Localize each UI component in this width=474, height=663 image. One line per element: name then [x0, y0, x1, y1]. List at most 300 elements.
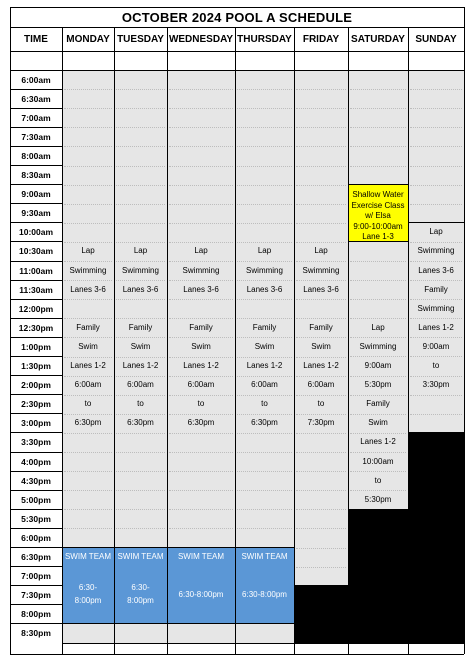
row-guide [116, 185, 165, 186]
sunday-lap-family-block [408, 223, 464, 433]
header-sunday: SUNDAY [415, 33, 457, 45]
row-guide [64, 146, 112, 147]
monday-after-block [62, 624, 114, 643]
row-guide [116, 242, 165, 243]
grid-line [464, 7, 465, 654]
row-guide [64, 185, 112, 186]
tuesday-after-block [114, 624, 167, 643]
grid-line [10, 203, 62, 204]
grid-line [62, 70, 114, 71]
block-text: 6:00am [127, 380, 154, 390]
monday-lap-family-block [62, 70, 114, 548]
block-text: 8:00pm [127, 595, 154, 605]
row-guide [64, 528, 112, 529]
row-guide [169, 357, 233, 358]
block-text: Swimming [246, 265, 283, 275]
row-guide [64, 204, 112, 205]
grid-line [10, 356, 62, 357]
grid-line [10, 337, 62, 338]
row-guide [350, 414, 406, 415]
friday-closed-block [294, 586, 348, 643]
block-text: Family [189, 322, 213, 332]
block-text: Swimming [302, 265, 340, 275]
header-tuesday: TUESDAY [117, 33, 164, 45]
grid-line [348, 643, 408, 644]
header-monday: MONDAY [66, 33, 110, 45]
block-text: Lanes 1-2 [70, 361, 106, 371]
row-guide [350, 166, 406, 167]
block-text: to [261, 399, 268, 409]
grid-line [10, 51, 464, 52]
grid-line [348, 70, 408, 71]
grid-line [167, 623, 235, 624]
grid-line [10, 299, 62, 300]
grid-line [167, 27, 168, 654]
block-text: Lanes 3-6 [246, 284, 283, 294]
block-text: 6:30-8:00pm [178, 590, 224, 600]
block-text: Lap [314, 246, 328, 256]
row-guide [410, 204, 462, 205]
row-guide [116, 433, 165, 434]
monday-swim-team-block [62, 548, 114, 624]
grid-line [348, 184, 408, 185]
grid-line [10, 146, 62, 147]
grid-line [10, 604, 62, 605]
header-wednesday: WEDNESDAY [168, 33, 234, 45]
row-guide [237, 166, 292, 167]
row-guide [350, 376, 406, 377]
row-guide [237, 108, 292, 109]
row-guide [116, 146, 165, 147]
block-text: Exercise Class [351, 200, 405, 210]
row-guide [116, 299, 165, 300]
row-guide [169, 490, 233, 491]
row-guide [169, 509, 233, 510]
row-guide [116, 127, 165, 128]
row-guide [169, 242, 233, 243]
row-guide [169, 223, 233, 224]
block-text: 10:00am [362, 456, 394, 466]
row-guide [116, 357, 165, 358]
block-text: to [374, 475, 382, 485]
grid-line [10, 623, 62, 624]
row-guide [169, 395, 233, 396]
time-slot-400pm: 4:00pm [21, 456, 51, 467]
block-text: Lanes 1-2 [246, 361, 283, 371]
row-guide [410, 337, 462, 338]
grid-line [10, 261, 62, 262]
row-guide [169, 337, 233, 338]
row-guide [64, 318, 112, 319]
row-guide [116, 509, 165, 510]
time-slot-430pm: 4:30pm [21, 475, 51, 486]
block-text: Swimming [417, 246, 455, 256]
row-guide [237, 414, 292, 415]
block-text: to [432, 361, 440, 371]
block-text: Swimming [122, 265, 159, 275]
block-text: Family [309, 322, 333, 332]
row-guide [350, 127, 406, 128]
block-text: Swimming [69, 265, 107, 275]
row-guide [296, 108, 346, 109]
row-guide [116, 452, 165, 453]
block-text: 6:00am [307, 380, 335, 390]
row-guide [64, 395, 112, 396]
block-text: Family [128, 322, 153, 332]
grid-line [10, 566, 62, 567]
block-text: Swim [368, 418, 388, 428]
row-guide [116, 318, 165, 319]
time-slot-730pm: 7:30pm [21, 590, 51, 601]
row-guide [64, 127, 112, 128]
row-guide [410, 185, 462, 186]
row-guide [296, 299, 346, 300]
row-guide [169, 185, 233, 186]
grid-line [114, 547, 167, 548]
grid-line [294, 70, 348, 71]
grid-line [10, 413, 62, 414]
row-guide [64, 433, 112, 434]
row-guide [296, 548, 346, 549]
row-guide [237, 89, 292, 90]
row-guide [350, 356, 406, 357]
grid-line [235, 547, 294, 548]
row-guide [64, 490, 112, 491]
row-guide [116, 204, 165, 205]
grid-line [10, 7, 11, 654]
grid-line [10, 318, 62, 319]
block-text: Swim [130, 341, 151, 351]
row-guide [350, 395, 406, 396]
row-guide [237, 223, 292, 224]
block-text: Lanes 1-2 [122, 361, 159, 371]
row-guide [410, 376, 462, 377]
saturday-exercise-class-block [348, 185, 408, 242]
time-slot-1100am: 11:00am [19, 265, 53, 276]
row-guide [116, 471, 165, 472]
time-slot-230pm: 2:30pm [21, 399, 51, 410]
grid-line [235, 27, 236, 654]
tuesday-swim-team-block [114, 548, 167, 624]
row-guide [116, 89, 165, 90]
row-guide [237, 185, 292, 186]
grid-line [10, 528, 62, 529]
grid-line [10, 241, 62, 242]
row-guide [410, 108, 462, 109]
time-slot-630pm: 6:30pm [21, 552, 51, 563]
row-guide [64, 261, 112, 262]
row-guide [350, 490, 406, 491]
row-guide [169, 127, 233, 128]
row-guide [296, 509, 346, 510]
time-slot-800am: 8:00am [21, 150, 51, 161]
tuesday-lap-family-block [114, 70, 167, 548]
block-text: Lap [371, 322, 385, 332]
block-text: Lap [194, 246, 208, 256]
row-guide [237, 528, 292, 529]
block-text: to [317, 399, 325, 409]
row-guide [116, 280, 165, 281]
block-text: Family [252, 322, 277, 332]
row-guide [296, 204, 346, 205]
row-guide [64, 280, 112, 281]
row-guide [169, 471, 233, 472]
block-text: Swimming [182, 265, 220, 275]
pool-schedule-table [10, 7, 464, 654]
block-text: Lanes 3-6 [418, 265, 454, 275]
time-slot-1000am: 10:00am [18, 227, 54, 238]
row-guide [169, 452, 233, 453]
grid-line [294, 585, 348, 586]
block-text: Lanes 3-6 [70, 284, 106, 294]
row-guide [350, 89, 406, 90]
block-text: Swim [78, 341, 98, 351]
row-guide [296, 185, 346, 186]
row-guide [350, 318, 406, 319]
grid-line [348, 509, 408, 510]
row-guide [64, 337, 112, 338]
grid-line [235, 70, 294, 71]
row-guide [237, 357, 292, 358]
grid-line [10, 394, 62, 395]
wednesday-swim-team-block [167, 548, 235, 624]
grid-line [408, 643, 464, 644]
row-guide [169, 376, 233, 377]
row-guide [237, 242, 292, 243]
time-slot-1230pm: 12:30pm [18, 322, 54, 333]
row-guide [64, 108, 112, 109]
row-guide [64, 166, 112, 167]
row-guide [64, 242, 112, 243]
time-slot-1130am: 11:30am [19, 284, 53, 295]
row-guide [410, 127, 462, 128]
block-text: Lanes 1-2 [303, 361, 339, 371]
grid-line [294, 643, 348, 644]
block-text: SWIM TEAM [177, 552, 225, 562]
time-slot-700am: 7:00am [21, 112, 51, 123]
sunday-early-block [408, 70, 464, 223]
block-text: Lanes 1-2 [360, 437, 396, 447]
block-text: 6:30- [131, 582, 150, 592]
block-text: Swim [311, 341, 331, 351]
row-guide [169, 146, 233, 147]
grid-line [114, 623, 167, 624]
row-guide [410, 166, 462, 167]
grid-line [10, 127, 62, 128]
row-guide [350, 261, 406, 262]
row-guide [410, 89, 462, 90]
row-guide [296, 433, 346, 434]
wednesday-after-block [167, 624, 235, 643]
grid-line [167, 70, 235, 71]
block-text: Lane 1-3 [362, 232, 394, 242]
block-text: 9:00am [364, 361, 392, 371]
block-text: Shallow Water [352, 190, 404, 200]
row-guide [169, 89, 233, 90]
row-guide [296, 337, 346, 338]
block-text: Lap [81, 246, 95, 256]
grid-line [10, 375, 62, 376]
row-guide [64, 414, 112, 415]
time-slot-200pm: 2:00pm [21, 380, 51, 391]
row-guide [237, 261, 292, 262]
grid-line [10, 89, 62, 90]
time-slot-830am: 8:30am [21, 170, 51, 181]
row-guide [296, 223, 346, 224]
grid-line [10, 432, 62, 433]
row-guide [350, 108, 406, 109]
thursday-lap-family-block [235, 70, 294, 548]
block-text: 9:00-10:00am [353, 221, 403, 231]
row-guide [237, 299, 292, 300]
row-guide [64, 471, 112, 472]
row-guide [64, 89, 112, 90]
time-slot-700pm: 7:00pm [21, 571, 51, 582]
row-guide [296, 261, 346, 262]
block-text: Swimming [417, 303, 455, 313]
time-slot-500pm: 5:00pm [21, 494, 51, 505]
row-guide [296, 127, 346, 128]
row-guide [116, 223, 165, 224]
row-guide [237, 318, 292, 319]
sunday-closed-block [408, 433, 464, 643]
grid-line [10, 108, 62, 109]
row-guide [237, 337, 292, 338]
row-guide [296, 528, 346, 529]
grid-line [10, 509, 62, 510]
grid-line [10, 27, 464, 28]
block-text: SWIM TEAM [241, 552, 288, 562]
block-text: 6:00am [74, 380, 102, 390]
time-slot-300pm: 3:00pm [21, 418, 51, 429]
row-guide [350, 452, 406, 453]
block-text: Lanes 1-2 [418, 322, 454, 332]
row-guide [116, 528, 165, 529]
row-guide [116, 414, 165, 415]
block-text: 6:30pm [74, 418, 102, 428]
grid-line [114, 643, 167, 644]
row-guide [237, 433, 292, 434]
time-slot-600pm: 6:00pm [21, 532, 51, 543]
grid-line [62, 643, 114, 644]
block-text: 3:30pm [422, 380, 450, 390]
block-text: 6:00am [251, 380, 278, 390]
row-guide [237, 127, 292, 128]
table-border [10, 654, 464, 655]
block-text: 6:30pm [187, 418, 215, 428]
grid-line [167, 547, 235, 548]
block-text: 6:30- [78, 582, 98, 592]
row-guide [237, 452, 292, 453]
row-guide [116, 166, 165, 167]
row-guide [237, 204, 292, 205]
time-slot-830pm: 8:30pm [21, 628, 51, 639]
saturday-lap-family-block [348, 242, 408, 509]
row-guide [64, 223, 112, 224]
grid-line [10, 547, 62, 548]
block-text: 6:30pm [251, 418, 278, 428]
block-text: Family [76, 322, 100, 332]
row-guide [350, 280, 406, 281]
row-guide [64, 357, 112, 358]
wednesday-lap-family-block [167, 70, 235, 548]
time-slot-630am: 6:30am [21, 93, 51, 104]
grid-line [235, 643, 294, 644]
row-guide [116, 395, 165, 396]
grid-line [114, 27, 115, 654]
row-guide [116, 490, 165, 491]
grid-line [10, 452, 62, 453]
row-guide [169, 414, 233, 415]
block-text: 6:30pm [127, 418, 154, 428]
schedule-title: OCTOBER 2024 POOL A SCHEDULE [121, 9, 353, 25]
row-guide [64, 299, 112, 300]
row-guide [296, 452, 346, 453]
grid-line [62, 547, 114, 548]
block-text: w/ Elsa [365, 211, 391, 221]
grid-line [408, 70, 464, 71]
header-friday: FRIDAY [302, 33, 340, 45]
grid-line [10, 585, 62, 586]
row-guide [350, 299, 406, 300]
block-text: 5:30pm [364, 380, 392, 390]
row-guide [237, 146, 292, 147]
grid-line [10, 280, 62, 281]
row-guide [64, 452, 112, 453]
block-text: Swim [191, 341, 211, 351]
row-guide [237, 376, 292, 377]
row-guide [169, 528, 233, 529]
row-guide [296, 490, 346, 491]
grid-line [10, 490, 62, 491]
row-guide [116, 337, 165, 338]
header-time: TIME [24, 33, 48, 45]
row-guide [169, 299, 233, 300]
thursday-swim-team-block [235, 548, 294, 624]
block-text: to [84, 399, 92, 409]
grid-line [348, 241, 408, 242]
block-text: Lanes 3-6 [183, 284, 219, 294]
block-text: 8:00pm [74, 595, 102, 605]
block-text: Lap [257, 246, 272, 256]
row-guide [410, 261, 462, 262]
block-text: Swim [254, 341, 275, 351]
block-text: Lanes 1-2 [183, 361, 219, 371]
time-slot-800pm: 8:00pm [21, 609, 51, 620]
time-slot-330pm: 3:30pm [21, 437, 51, 448]
block-text: 6:00am [187, 380, 215, 390]
block-text: Lanes 3-6 [122, 284, 159, 294]
time-slot-1200pm: 12:00pm [18, 303, 54, 314]
row-guide [296, 242, 346, 243]
saturday-early-block [348, 70, 408, 185]
row-guide [169, 166, 233, 167]
row-guide [237, 490, 292, 491]
row-guide [169, 318, 233, 319]
row-guide [169, 204, 233, 205]
row-guide [64, 509, 112, 510]
row-guide [237, 509, 292, 510]
row-guide [296, 376, 346, 377]
block-text: 6:30-8:00pm [242, 590, 287, 600]
row-guide [237, 395, 292, 396]
row-guide [410, 280, 462, 281]
grid-line [167, 643, 235, 644]
block-text: to [137, 399, 144, 409]
row-guide [169, 261, 233, 262]
block-text: 5:30pm [364, 494, 392, 504]
grid-line [348, 27, 349, 654]
